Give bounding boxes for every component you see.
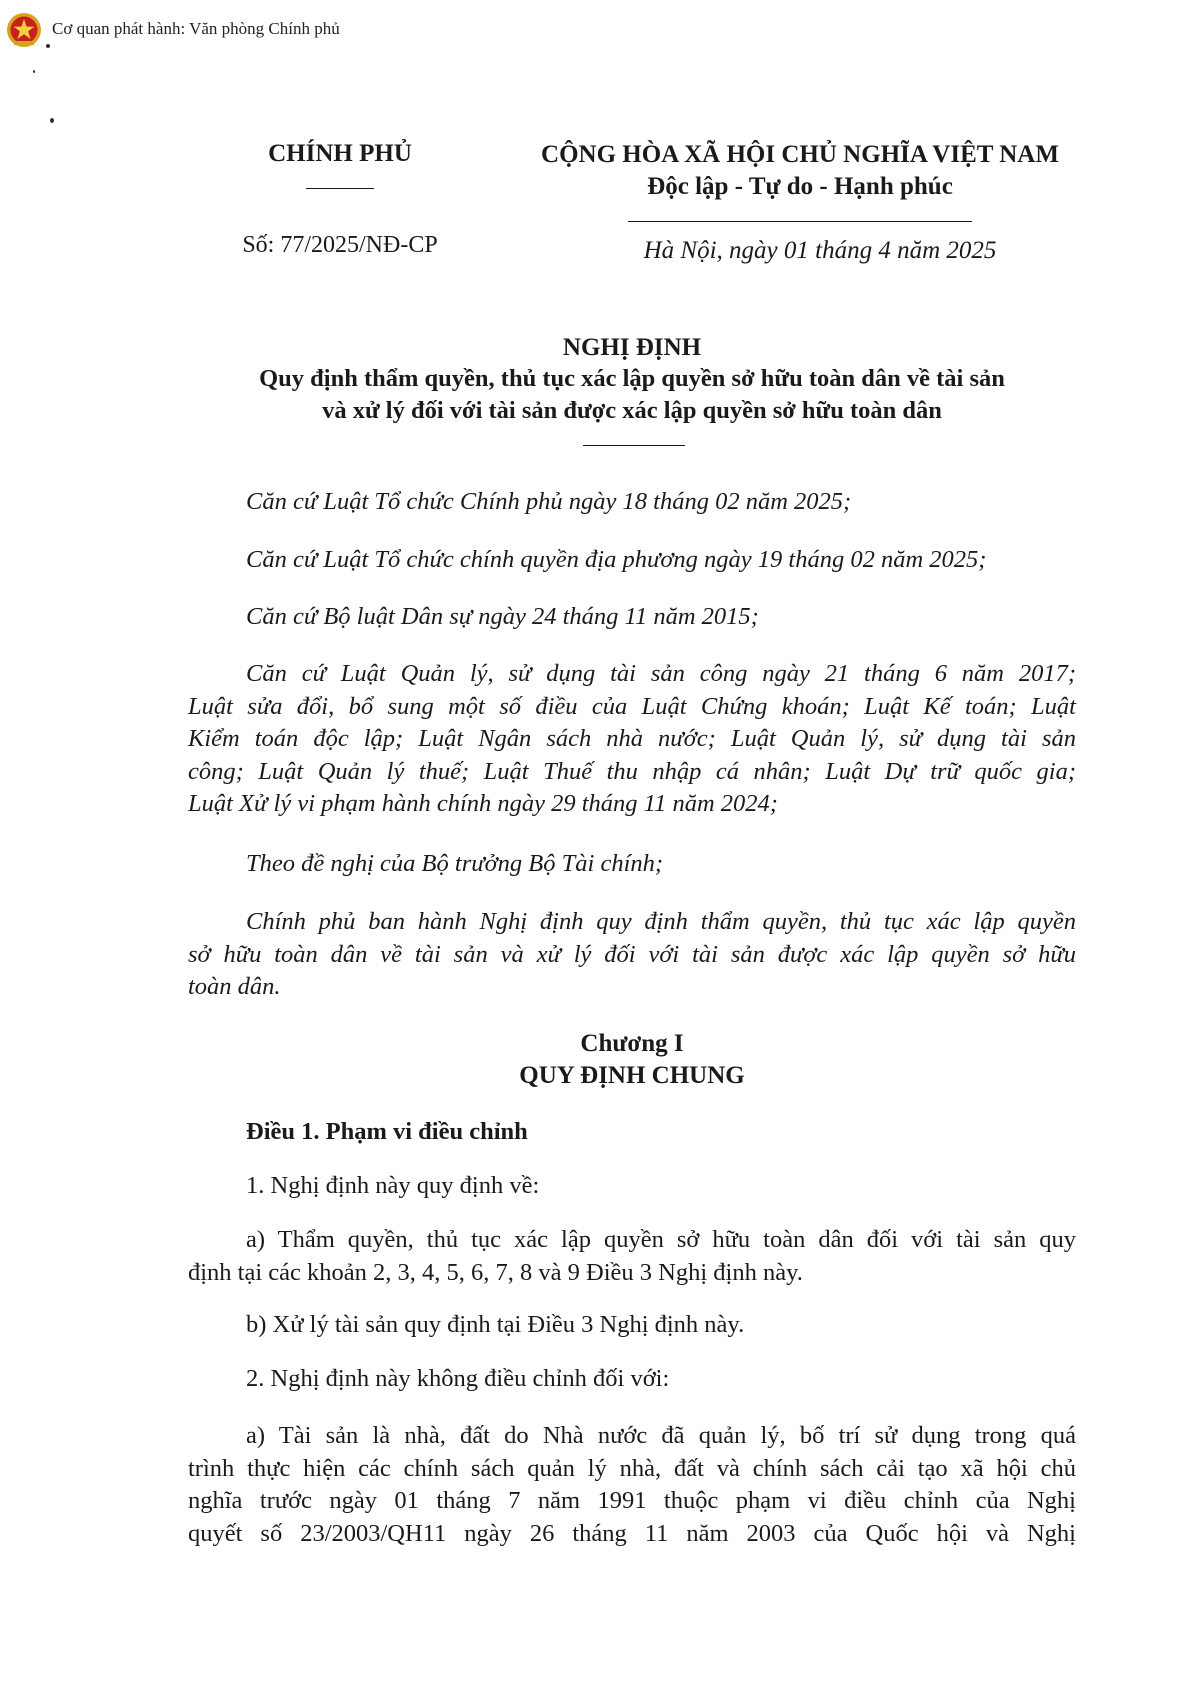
point-a-line: a) Thẩm quyền, thủ tục xác lập quyền sở hữu toàn dân đối với tài sản quy (246, 1226, 1076, 1253)
article-1-clause-2-point-a (188, 1420, 1076, 1550)
issuer-label: Cơ quan phát hành: Văn phòng Chính phủ (52, 19, 340, 38)
proposal (188, 848, 1076, 881)
state-emblem-icon (6, 12, 42, 48)
legal-basis-4-line: Kiểm toán độc lập; Luật Ngân sách nhà nước; Luật Quản lý, sử dụng tài sản (188, 725, 1076, 752)
legal-basis-3 (188, 601, 1076, 634)
clause-2-a-line: quyết số 23/2003/QH11 ngày 26 tháng 11 năm 2003 của Quốc hội và Nghị (188, 1519, 1076, 1547)
document-number: Số: 77/2025/NĐ-CP (242, 232, 438, 258)
point-b-text: b) Xử lý tài sản quy định tại Điều 3 Nghị định này. (246, 1311, 745, 1338)
legal-basis-4-line: công; Luật Quản lý thuế; Luật Thuế thu nhập cá nhân; Luật Dự trữ quốc gia; (188, 757, 1076, 785)
scan-speck (46, 44, 50, 48)
article-1-point-b (188, 1309, 1076, 1342)
proposal-text: Theo đề nghị của Bộ trưởng Bộ Tài chính; (246, 850, 664, 877)
legal-basis-2 (188, 544, 1076, 577)
legal-basis-3-text: Căn cứ Bộ luật Dân sự ngày 24 tháng 11 năm 2015; (246, 603, 759, 630)
enactment-line: toàn dân. (188, 973, 281, 1000)
legal-basis-4-line: Luật sửa đổi, bổ sung một số điều của Luật Chứng khoán; Luật Kế toán; Luật (188, 692, 1076, 720)
agency-underline (306, 188, 374, 189)
point-a-line: định tại các khoản 2, 3, 4, 5, 6, 7, 8 và 9 Điều 3 Nghị định này. (188, 1258, 803, 1286)
document-subject-line1: Quy định thẩm quyền, thủ tục xác lập quyền sở hữu toàn dân về tài sản (259, 365, 1005, 392)
clause-2-a-line: trình thực hiện các chính sách quản lý nhà, đất và chính sách cải tạo xã hội chủ (188, 1454, 1076, 1482)
clause-1-text: 1. Nghị định này quy định về: (246, 1172, 540, 1199)
enactment-line: sở hữu toàn dân về tài sản và xử lý đối với tài sản được xác lập quyền sở hữu (188, 940, 1076, 968)
document-type: NGHỊ ĐỊNH (562, 334, 702, 361)
place-date: Hà Nội, ngày 01 tháng 4 năm 2025 (643, 237, 997, 264)
enactment-line: Chính phủ ban hành Nghị định quy định thẩm quyền, thủ tục xác lập quyền (246, 908, 1076, 935)
enactment-clause (188, 906, 1076, 1004)
motto-underline (628, 221, 972, 222)
article-1-heading-text: Điều 1. Phạm vi điều chỉnh (246, 1118, 528, 1145)
legal-basis-1 (188, 486, 1076, 519)
clause-2-a-line: nghĩa trước ngày 01 tháng 7 năm 1991 thuộc phạm vi điều chỉnh của Nghị (188, 1487, 1076, 1514)
country-name: CỘNG HÒA XÃ HỘI CHỦ NGHĨA VIỆT NAM (541, 141, 1059, 168)
chapter-title: QUY ĐỊNH CHUNG (519, 1062, 745, 1089)
agency-name: CHÍNH PHỦ (268, 140, 412, 167)
legal-basis-4 (188, 658, 1076, 821)
national-motto: Độc lập - Tự do - Hạnh phúc (647, 173, 953, 200)
scan-speck (50, 118, 54, 123)
clause-2-text: 2. Nghị định này không điều chỉnh đối với: (246, 1365, 670, 1392)
legal-basis-1-text: Căn cứ Luật Tổ chức Chính phủ ngày 18 tháng 02 năm 2025; (246, 488, 852, 515)
clause-2-a-line: a) Tài sản là nhà, đất do Nhà nước đã quản lý, bố trí sử dụng trong quá (246, 1422, 1076, 1449)
legal-basis-4-line: Căn cứ Luật Quản lý, sử dụng tài sản công ngày 21 tháng 6 năm 2017; (246, 660, 1076, 687)
article-1-point-a (188, 1224, 1076, 1289)
article-1-clause-1 (188, 1170, 1076, 1203)
title-underline (583, 445, 685, 446)
article-1-clause-2 (188, 1363, 1076, 1396)
document-subject-line2: và xử lý đối với tài sản được xác lập quyền sở hữu toàn dân (322, 397, 942, 424)
legal-basis-2-text: Căn cứ Luật Tổ chức chính quyền địa phương ngày 19 tháng 02 năm 2025; (246, 546, 987, 573)
legal-basis-4-line: Luật Xử lý vi phạm hành chính ngày 29 tháng 11 năm 2024; (188, 790, 778, 817)
chapter-number: Chương I (580, 1030, 684, 1057)
scan-speck (33, 70, 35, 73)
article-1-heading (188, 1116, 1076, 1149)
